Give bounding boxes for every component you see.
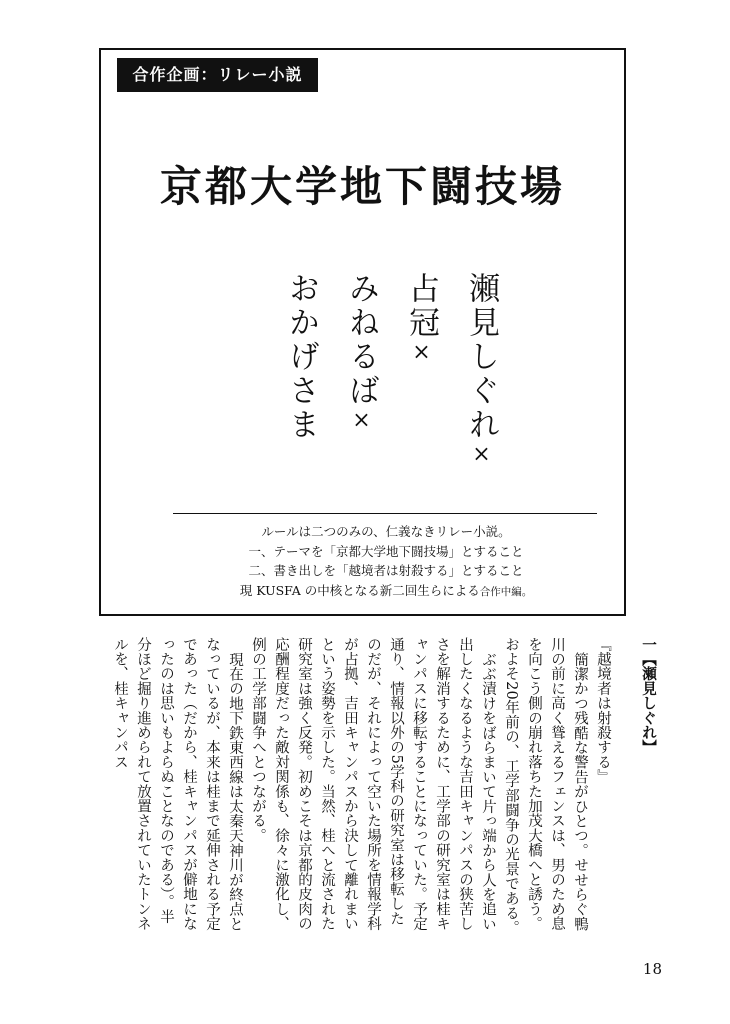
author-2-name: 占冠 (403, 272, 439, 340)
rules-block (161, 522, 611, 602)
paragraph-1: 『越境者は射殺する』 (595, 637, 611, 784)
rules-intro: ルールは二つのみの、仁義なきリレー小説。 (261, 524, 511, 539)
times-sign-3: × (349, 408, 374, 436)
author-3-name: みねるば (343, 272, 379, 408)
rules-credit-main: 現 KUSFA の中核となる新二回生らによる (239, 582, 480, 598)
page-number: 18 (642, 960, 662, 978)
rules-credit (161, 581, 611, 603)
author-3 (341, 272, 381, 492)
title-frame (99, 48, 626, 616)
author-4 (281, 272, 321, 492)
paragraph-2: 簡潔かつ残酷な警告がひとつ。せせらぐ鴨川の前に高く聳えるフェンスは、男のため息を向こう側の崩れ落ちた加茂大橋へと誘う。およそ20年前の、工学部闘争の光景である。 (503, 637, 588, 936)
author-2 (401, 272, 441, 492)
rule-2: 二、書き出しを「越境者は射殺する」とすること (248, 563, 524, 578)
body-column (110, 637, 660, 937)
times-sign-1: × (469, 442, 494, 470)
author-list (281, 272, 501, 492)
times-sign-2: × (409, 340, 434, 368)
paragraph-3: ぶぶ漬けをばらまいて片っ端から人を追い出したくなるような吉田キャンパスの狭苦しさを解消するために、工学部の研究室は桂キャンパスに移転することになっていた。予定通り、情報以外の5学科の研究室は移転したのだが、それによって空いた場所を情報学科が占拠、吉田キャンパスから決して離れまいという姿勢を示した。当然、桂へと流された研究室は強く反発。初めこそは京都的皮肉の応酬程度だった敵対関係も、徐々に激化し、例の工学部闘争へとつながる。 (250, 637, 496, 931)
divider-line (173, 513, 597, 514)
author-1-name: 瀬見しぐれ (463, 272, 499, 442)
author-1 (461, 272, 501, 492)
rule-1: 一、テーマを「京都大学地下闘技場」とすること (248, 543, 524, 559)
author-4-name: おかげさま (283, 272, 319, 442)
feature-label: 合作企画：リレー小説 (117, 58, 318, 92)
story-title: 京都大学地下闘技場 (159, 162, 565, 211)
chapter-heading: 一【瀬見しぐれ】 (640, 637, 657, 755)
paragraph-4: 現在の地下鉄東西線は太秦天神川が終点となっているが、本来は桂まで延伸される予定であった（だから、桂キャンパスが僻地になったのは思いもよらぬことなのである）。半分ほど掘り進められて放置されていたトンネルを、桂キャンパス (112, 637, 243, 931)
rules-credit-small: 合作中編。 (479, 585, 533, 598)
